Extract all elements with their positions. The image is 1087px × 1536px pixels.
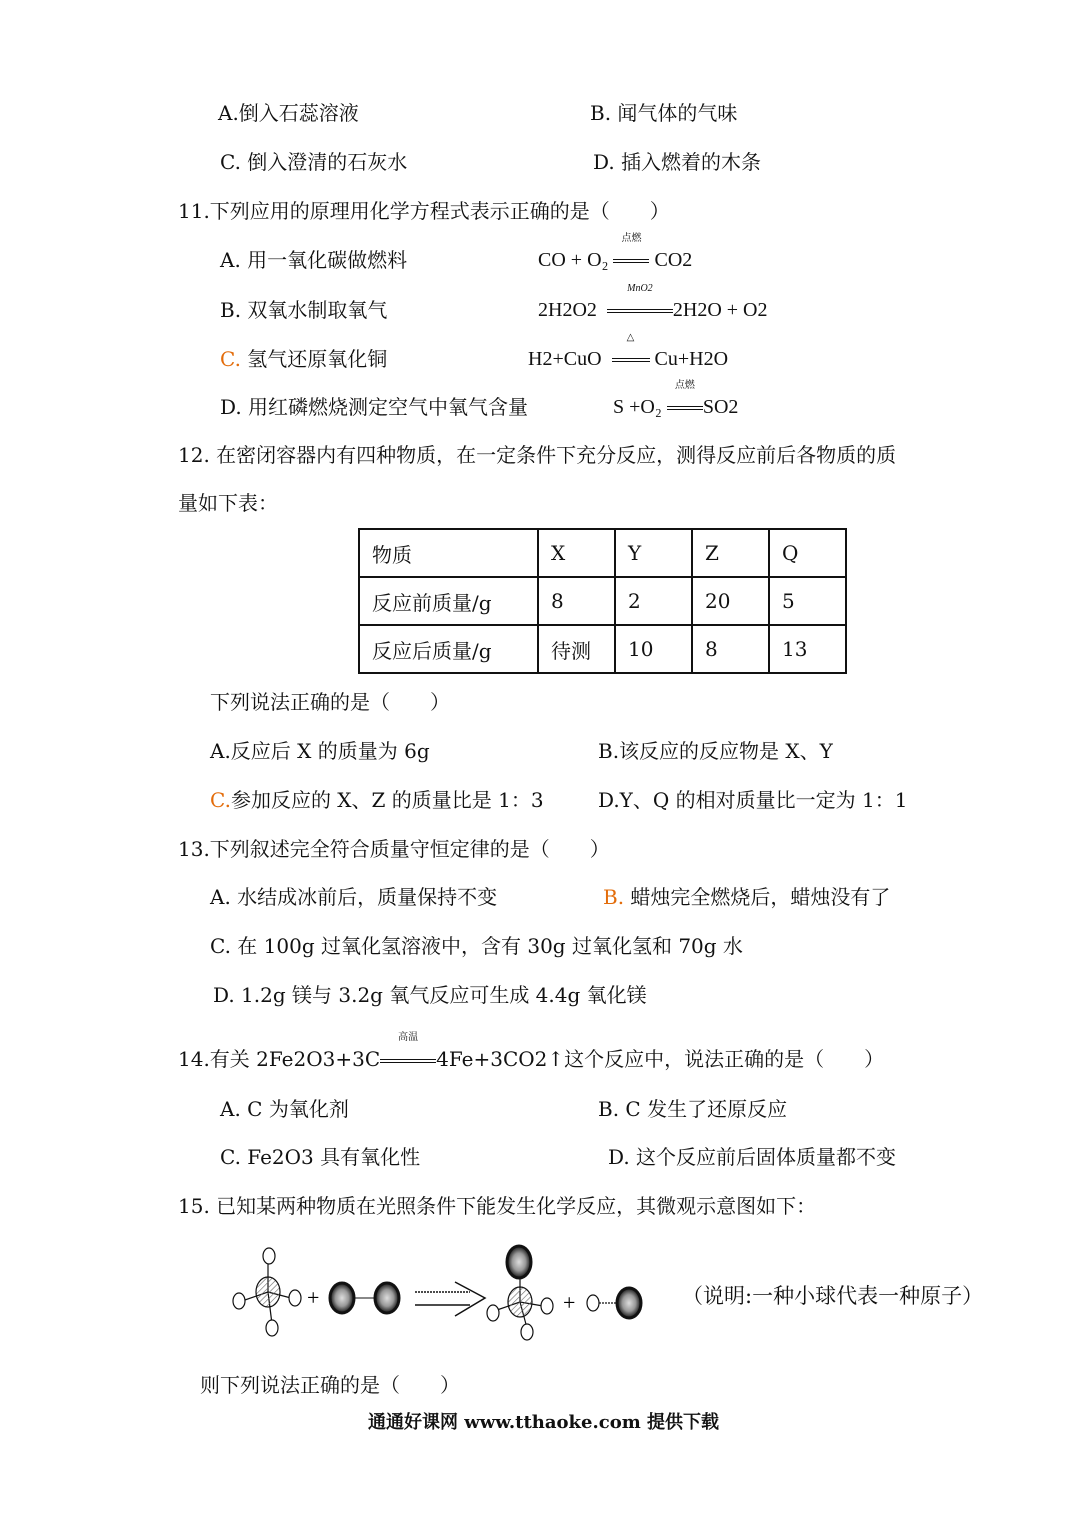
table-cell: 待测 [538,625,615,673]
q10-option-c: C. 倒入澄清的石灰水 [220,150,408,174]
table-cell: 10 [615,625,692,673]
q11-equation-d [613,380,739,419]
eq-lhs: S +O₂ [613,396,662,418]
q13-option-d: D. 1.2g 镁与 3.2g 氧气反应可生成 4.4g 氧化镁 [213,983,647,1007]
q13-option-a: A. 水结成冰前后，质量保持不变 [210,885,498,909]
answer-mark: B. [603,885,625,909]
option-text: 参加反应的 X、Z 的质量比是 1：3 [230,788,544,812]
q12-option-c [210,788,544,812]
eq-rhs: Cu+H2O [654,348,729,370]
q11-equation-a [538,233,693,272]
q13-option-c: C. 在 100g 过氧化氢溶液中，含有 30g 过氧化氢和 70g 水 [210,934,743,958]
eq-condition: MnO2 [607,298,673,322]
table-cell: Y [615,529,692,577]
diatomic-molecule [330,1283,399,1313]
q10-option-b: B. 闻气体的气味 [590,101,738,125]
diagram-note: （说明:一种小球代表一种原子） [682,1284,984,1308]
table-cell: 13 [769,625,846,673]
eq-lhs: H2+CuO [528,348,602,370]
q11-option-b: B. 双氧水制取氧气 [220,298,388,322]
q11-stem: 11.下列应用的原理用化学方程式表示正确的是（ ） [178,199,670,223]
hcl-like-molecule [587,1288,641,1318]
q12-option-b: B.该反应的反应物是 X、Y [598,739,833,763]
table-cell: 物质 [359,529,538,577]
eq-condition: △ [612,347,650,371]
table-cell: Z [692,529,769,577]
q12-stem-cont: 量如下表： [178,491,278,515]
q14-option-b: B. C 发生了还原反应 [598,1097,788,1121]
q10-option-a: A.倒入石蕊溶液 [218,101,359,125]
table-cell: Q [769,529,846,577]
q11-equation-b [538,283,768,322]
q14-option-c: C. Fe2O3 具有氧化性 [220,1145,421,1169]
eq-rhs: 2H2O + O2 [672,299,768,321]
q15-question: 则下列说法正确的是（ ） [200,1373,460,1397]
q11-option-a: A. 用一氧化碳做燃料 [220,248,408,272]
eq-rhs: CO2 [654,249,693,271]
q14-option-d: D. 这个反应前后固体质量都不变 [608,1145,897,1169]
table-cell: 8 [538,577,615,625]
table-row [359,529,846,577]
eq-condition: 高温 [380,1047,436,1071]
reaction-diagram [225,1240,665,1350]
q12-option-d: D.Y、Q 的相对质量比一定为 1：1 [598,788,908,812]
q11-option-d: D. 用红磷燃烧测定空气中氧气含量 [220,395,529,419]
stem-text: 14.有关 2Fe2O3+3C [178,1047,381,1071]
eq-lhs: 2H2O2 [538,299,597,321]
table-cell: X [538,529,615,577]
q12-stem: 12. 在密闭容器内有四种物质，在一定条件下充分反应，测得反应前后各物质的质 [178,443,897,467]
table-cell: 2 [615,577,692,625]
product-molecule [487,1246,553,1340]
q13-option-b [603,885,890,909]
mass-table [358,528,847,674]
eq-rhs: SO2 [702,396,739,418]
q15-stem: 15. 已知某两种物质在光照条件下能发生化学反应，其微观示意图如下： [178,1194,817,1218]
svg-text:+: + [563,1290,576,1315]
option-text: 氢气还原氧化铜 [240,347,388,371]
table-row [359,577,846,625]
eq-condition: 点燃 [667,395,703,419]
table-cell: 20 [692,577,769,625]
table-cell: 8 [692,625,769,673]
table-cell: 反应前质量/g [359,577,538,625]
q12-option-a: A.反应后 X 的质量为 6g [210,739,430,763]
table-cell: 反应后质量/g [359,625,538,673]
answer-mark: C. [210,788,231,812]
q13-stem: 13.下列叙述完全符合质量守恒定律的是（ ） [178,837,610,861]
eq-condition: 点燃 [613,248,649,272]
eq-lhs: CO + O₂ [538,249,609,271]
table-row [359,625,846,673]
q11-option-c [220,347,387,371]
methane-like-molecule [233,1248,301,1336]
arrow-icon [415,1282,485,1316]
table-cell: 5 [769,577,846,625]
q12-question: 下列说法正确的是（ ） [210,690,450,714]
q11-equation-c [528,332,729,371]
stem-text: 4Fe+3CO2↑这个反应中，说法正确的是（ ） [436,1047,885,1071]
q14-option-a: A. C 为氧化剂 [220,1097,349,1121]
option-text: 蜡烛完全燃烧后，蜡烛没有了 [624,885,891,909]
svg-text:+: + [307,1285,320,1310]
q14-stem [178,1032,885,1071]
footer: 通通好课网 www.tthaoke.com 提供下载 [367,1412,720,1433]
answer-mark: C. [220,347,241,371]
q10-option-d: D. 插入燃着的木条 [593,150,762,174]
